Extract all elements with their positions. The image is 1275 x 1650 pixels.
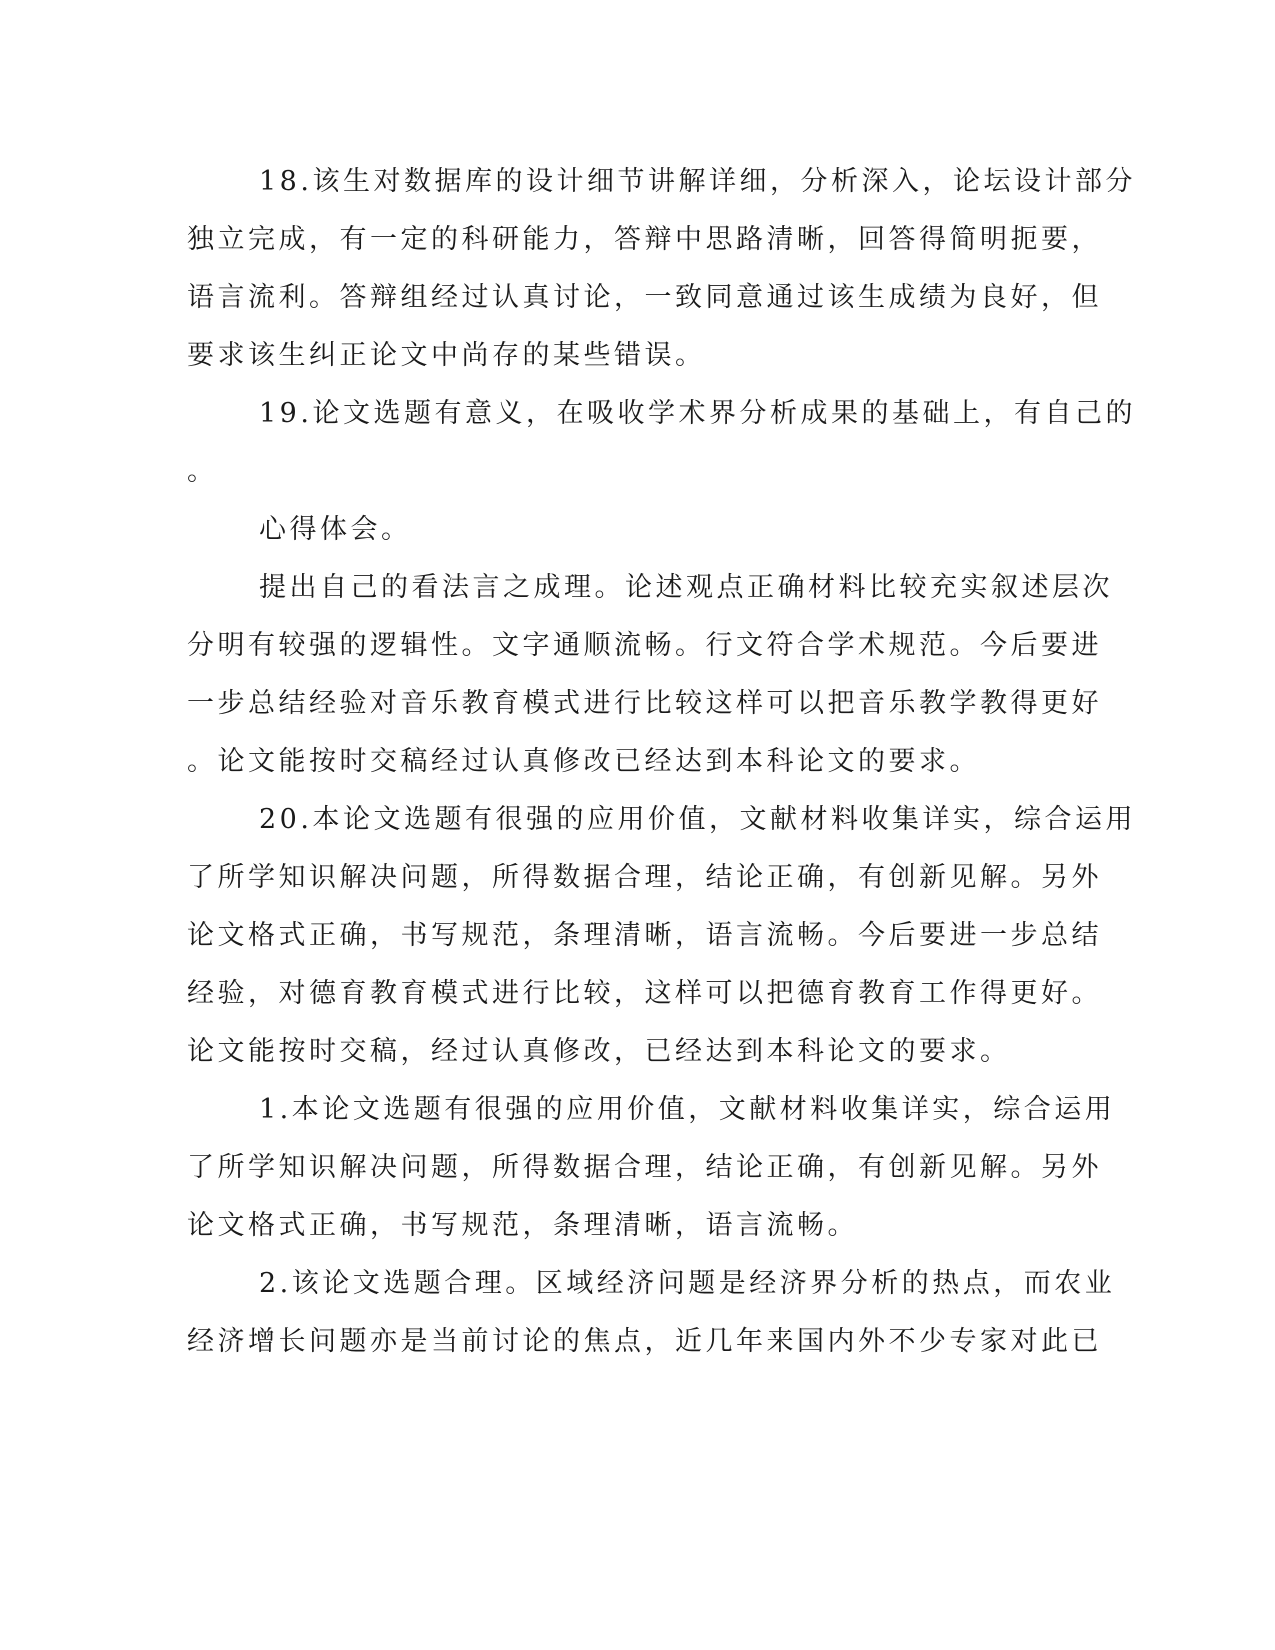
paragraph-20-line-3: 论文格式正确，书写规范，条理清晰，语言流畅。今后要进一步总结 <box>187 920 1102 951</box>
paragraph-heading-line: 心得体会。 <box>259 514 412 545</box>
paragraph-19-line-1: 19.论文选题有意义，在吸收学术界分析成果的基础上，有自己的 <box>259 398 1136 429</box>
paragraph-comment-line-2: 分明有较强的逻辑性。文字通顺流畅。行文符合学术规范。今后要进 <box>187 630 1102 661</box>
paragraph-18-line-2: 独立完成，有一定的科研能力，答辩中思路清晰，回答得简明扼要， <box>187 224 1102 255</box>
paragraph-18-line-3: 语言流利。答辩组经过认真讨论，一致同意通过该生成绩为良好，但 <box>187 282 1102 313</box>
paragraph-2-line-2: 经济增长问题亦是当前讨论的焦点，近几年来国内外不少专家对此已 <box>187 1326 1102 1357</box>
paragraph-comment-line-4: 。论文能按时交稿经过认真修改已经达到本科论文的要求。 <box>187 746 980 777</box>
paragraph-20-line-4: 经验，对德育教育模式进行比较，这样可以把德育教育工作得更好。 <box>187 978 1102 1009</box>
paragraph-18-line-1: 18.该生对数据库的设计细节讲解详细，分析深入，论坛设计部分 <box>259 166 1136 197</box>
paragraph-20-line-5: 论文能按时交稿，经过认真修改，已经达到本科论文的要求。 <box>187 1036 1011 1067</box>
paragraph-18-line-4: 要求该生纠正论文中尚存的某些错误。 <box>187 340 706 371</box>
paragraph-19-line-2: 。 <box>187 456 218 487</box>
paragraph-1-line-3: 论文格式正确，书写规范，条理清晰，语言流畅。 <box>187 1210 858 1241</box>
paragraph-1-line-2: 了所学知识解决问题，所得数据合理，结论正确，有创新见解。另外 <box>187 1152 1102 1183</box>
paragraph-20-line-2: 了所学知识解决问题，所得数据合理，结论正确，有创新见解。另外 <box>187 862 1102 893</box>
paragraph-1-line-1: 1.本论文选题有很强的应用价值，文献材料收集详实，综合运用 <box>259 1094 1116 1125</box>
paragraph-comment-line-3: 一步总结经验对音乐教育模式进行比较这样可以把音乐教学教得更好 <box>187 688 1102 719</box>
paragraph-comment-line-1: 提出自己的看法言之成理。论述观点正确材料比较充实叙述层次 <box>259 572 1113 603</box>
paragraph-20-line-1: 20.本论文选题有很强的应用价值，文献材料收集详实，综合运用 <box>259 804 1136 835</box>
paragraph-2-line-1: 2.该论文选题合理。区域经济问题是经济界分析的热点，而农业 <box>259 1268 1116 1299</box>
